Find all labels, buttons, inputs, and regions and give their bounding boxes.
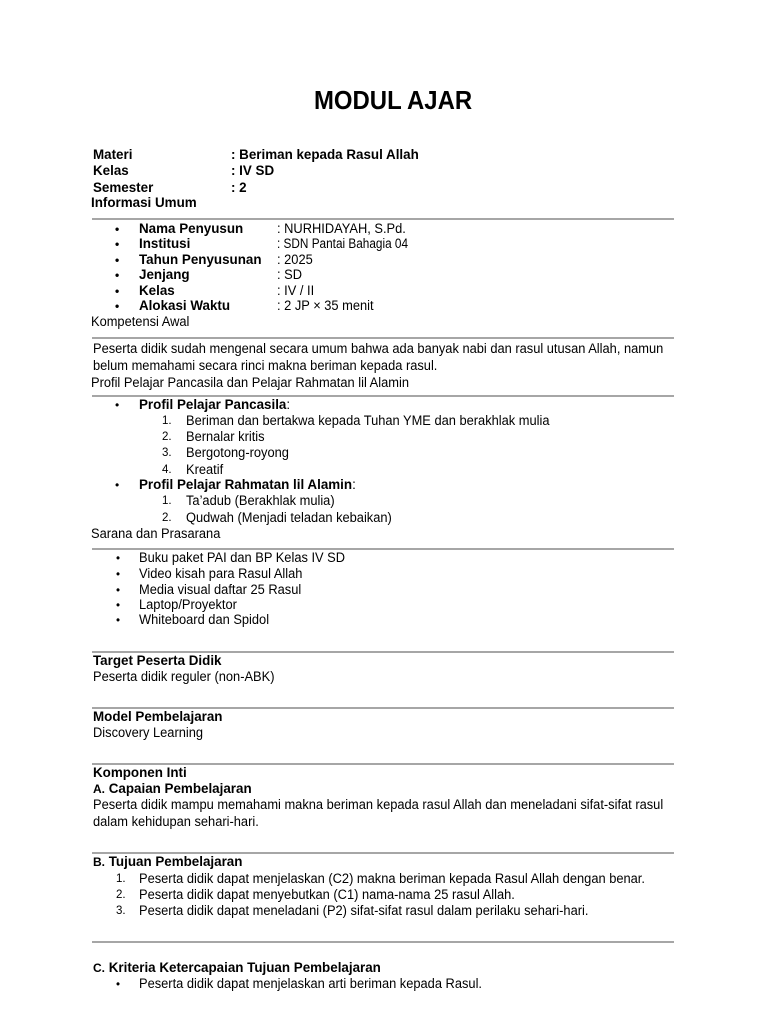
- list-number: 2.: [162, 431, 172, 443]
- info-value: : SD: [277, 267, 303, 282]
- subsection-heading-tujuan: [93, 854, 242, 870]
- info-label: • Jenjang: [139, 267, 190, 283]
- section-heading-profil: Profil Pelajar Pancasila dan Pelajar Rahmatan lil Alamin: [91, 375, 409, 390]
- info-label: • Nama Penyusun: [139, 221, 243, 237]
- profil-group-suffix: :: [352, 477, 356, 492]
- list-item: Bergotong-royong: [186, 445, 289, 460]
- model-text: Discovery Learning: [93, 725, 204, 740]
- list-item: Bernalar kritis: [186, 429, 265, 444]
- kelas-label: Kelas: [93, 163, 129, 178]
- profil-group-name: Profil Pelajar Rahmatan lil Alamin: [139, 477, 353, 492]
- info-value: : SDN Pantai Bahagia 04: [277, 236, 409, 251]
- list-item: • Laptop/Proyektor: [139, 597, 237, 613]
- section-heading-target: Target Peserta Didik: [93, 653, 222, 668]
- subsection-marker: C.: [93, 961, 105, 975]
- info-value: : 2 JP × 35 menit: [277, 298, 374, 313]
- list-number: 2.: [162, 512, 172, 524]
- materi-value: : Beriman kepada Rasul Allah: [231, 147, 419, 162]
- kelas-value: : IV SD: [231, 163, 275, 178]
- info-value: : IV / II: [277, 283, 315, 298]
- profil-group-label: [139, 477, 356, 493]
- list-number: 2.: [116, 889, 126, 901]
- subsection-marker: A.: [93, 782, 105, 796]
- list-item: Ta’adub (Berakhlak mulia): [186, 493, 335, 508]
- info-label: • Tahun Penyusunan: [139, 252, 262, 268]
- semester-label: Semester: [93, 180, 154, 195]
- subsection-heading-capaian: [93, 781, 252, 797]
- list-item: Peserta didik dapat menjelaskan (C2) makna beriman kepada Rasul Allah dengan benar.: [139, 871, 645, 886]
- list-item: Beriman dan bertakwa kepada Tuhan YME dan berakhlak mulia: [186, 413, 550, 428]
- list-item: Peserta didik dapat menyebutkan (C1) nama-nama 25 rasul Allah.: [139, 887, 515, 902]
- list-item: • Peserta didik dapat menjelaskan arti beriman kepada Rasul.: [139, 976, 482, 992]
- section-divider: [92, 218, 674, 220]
- info-value: : 2025: [277, 252, 313, 267]
- subsection-marker: B.: [93, 855, 105, 869]
- subsection-title: Kriteria Ketercapaian Tujuan Pembelajaran: [108, 960, 381, 975]
- section-divider: [92, 941, 674, 943]
- list-number: 3.: [162, 447, 172, 459]
- page-title: MODUL AJAR: [314, 85, 473, 115]
- paragraph-line: dalam kehidupan sehari-hari.: [93, 814, 259, 829]
- subsection-title: Capaian Pembelajaran: [108, 781, 252, 796]
- section-heading-informasi-umum: Informasi Umum: [91, 195, 197, 210]
- list-item: • Buku paket PAI dan BP Kelas IV SD: [139, 550, 345, 566]
- materi-label: Materi: [93, 147, 133, 162]
- list-item: Kreatif: [186, 462, 224, 477]
- subsection-title: Tujuan Pembelajaran: [108, 854, 243, 869]
- list-number: 3.: [116, 905, 126, 917]
- list-item: Qudwah (Menjadi teladan kebaikan): [186, 510, 392, 525]
- profil-group-name: Profil Pelajar Pancasila: [139, 397, 287, 412]
- profil-group-label: [139, 397, 290, 413]
- list-item: • Media visual daftar 25 Rasul: [139, 582, 301, 598]
- section-heading-model: Model Pembelajaran: [93, 709, 223, 724]
- list-item: • Whiteboard dan Spidol: [139, 612, 269, 628]
- profil-group-suffix: :: [286, 397, 291, 412]
- list-number: 1.: [116, 873, 126, 885]
- list-item: Peserta didik dapat meneladani (P2) sifat-sifat rasul dalam perilaku sehari-hari.: [139, 903, 589, 918]
- subsection-heading-kriteria: [93, 960, 381, 976]
- info-label: • Institusi: [139, 236, 190, 252]
- semester-value: : 2: [231, 180, 247, 195]
- section-heading-sarana: Sarana dan Prasarana: [91, 526, 221, 541]
- section-heading-kompetensi-awal: Kompetensi Awal: [91, 314, 190, 329]
- list-number: 4.: [162, 464, 172, 476]
- section-divider: [92, 337, 674, 339]
- info-label: • Kelas: [139, 283, 175, 299]
- section-heading-komponen-inti: Komponen Inti: [93, 765, 187, 780]
- list-item: • Video kisah para Rasul Allah: [139, 566, 302, 582]
- list-number: 1.: [162, 495, 172, 507]
- paragraph-line: belum memahami secara rinci makna beriman kepada rasul.: [93, 358, 438, 373]
- info-label: • Alokasi Waktu: [139, 298, 230, 314]
- info-value: : NURHIDAYAH, S.Pd.: [277, 221, 406, 236]
- target-text: Peserta didik reguler (non-ABK): [93, 669, 275, 684]
- list-number: 1.: [162, 415, 172, 427]
- paragraph-line: Peserta didik mampu memahami makna beriman kepada rasul Allah dan meneladani sifat-sifat rasul: [93, 797, 664, 812]
- paragraph-line: Peserta didik sudah mengenal secara umum bahwa ada banyak nabi dan rasul utusan Allah, namun: [93, 341, 664, 356]
